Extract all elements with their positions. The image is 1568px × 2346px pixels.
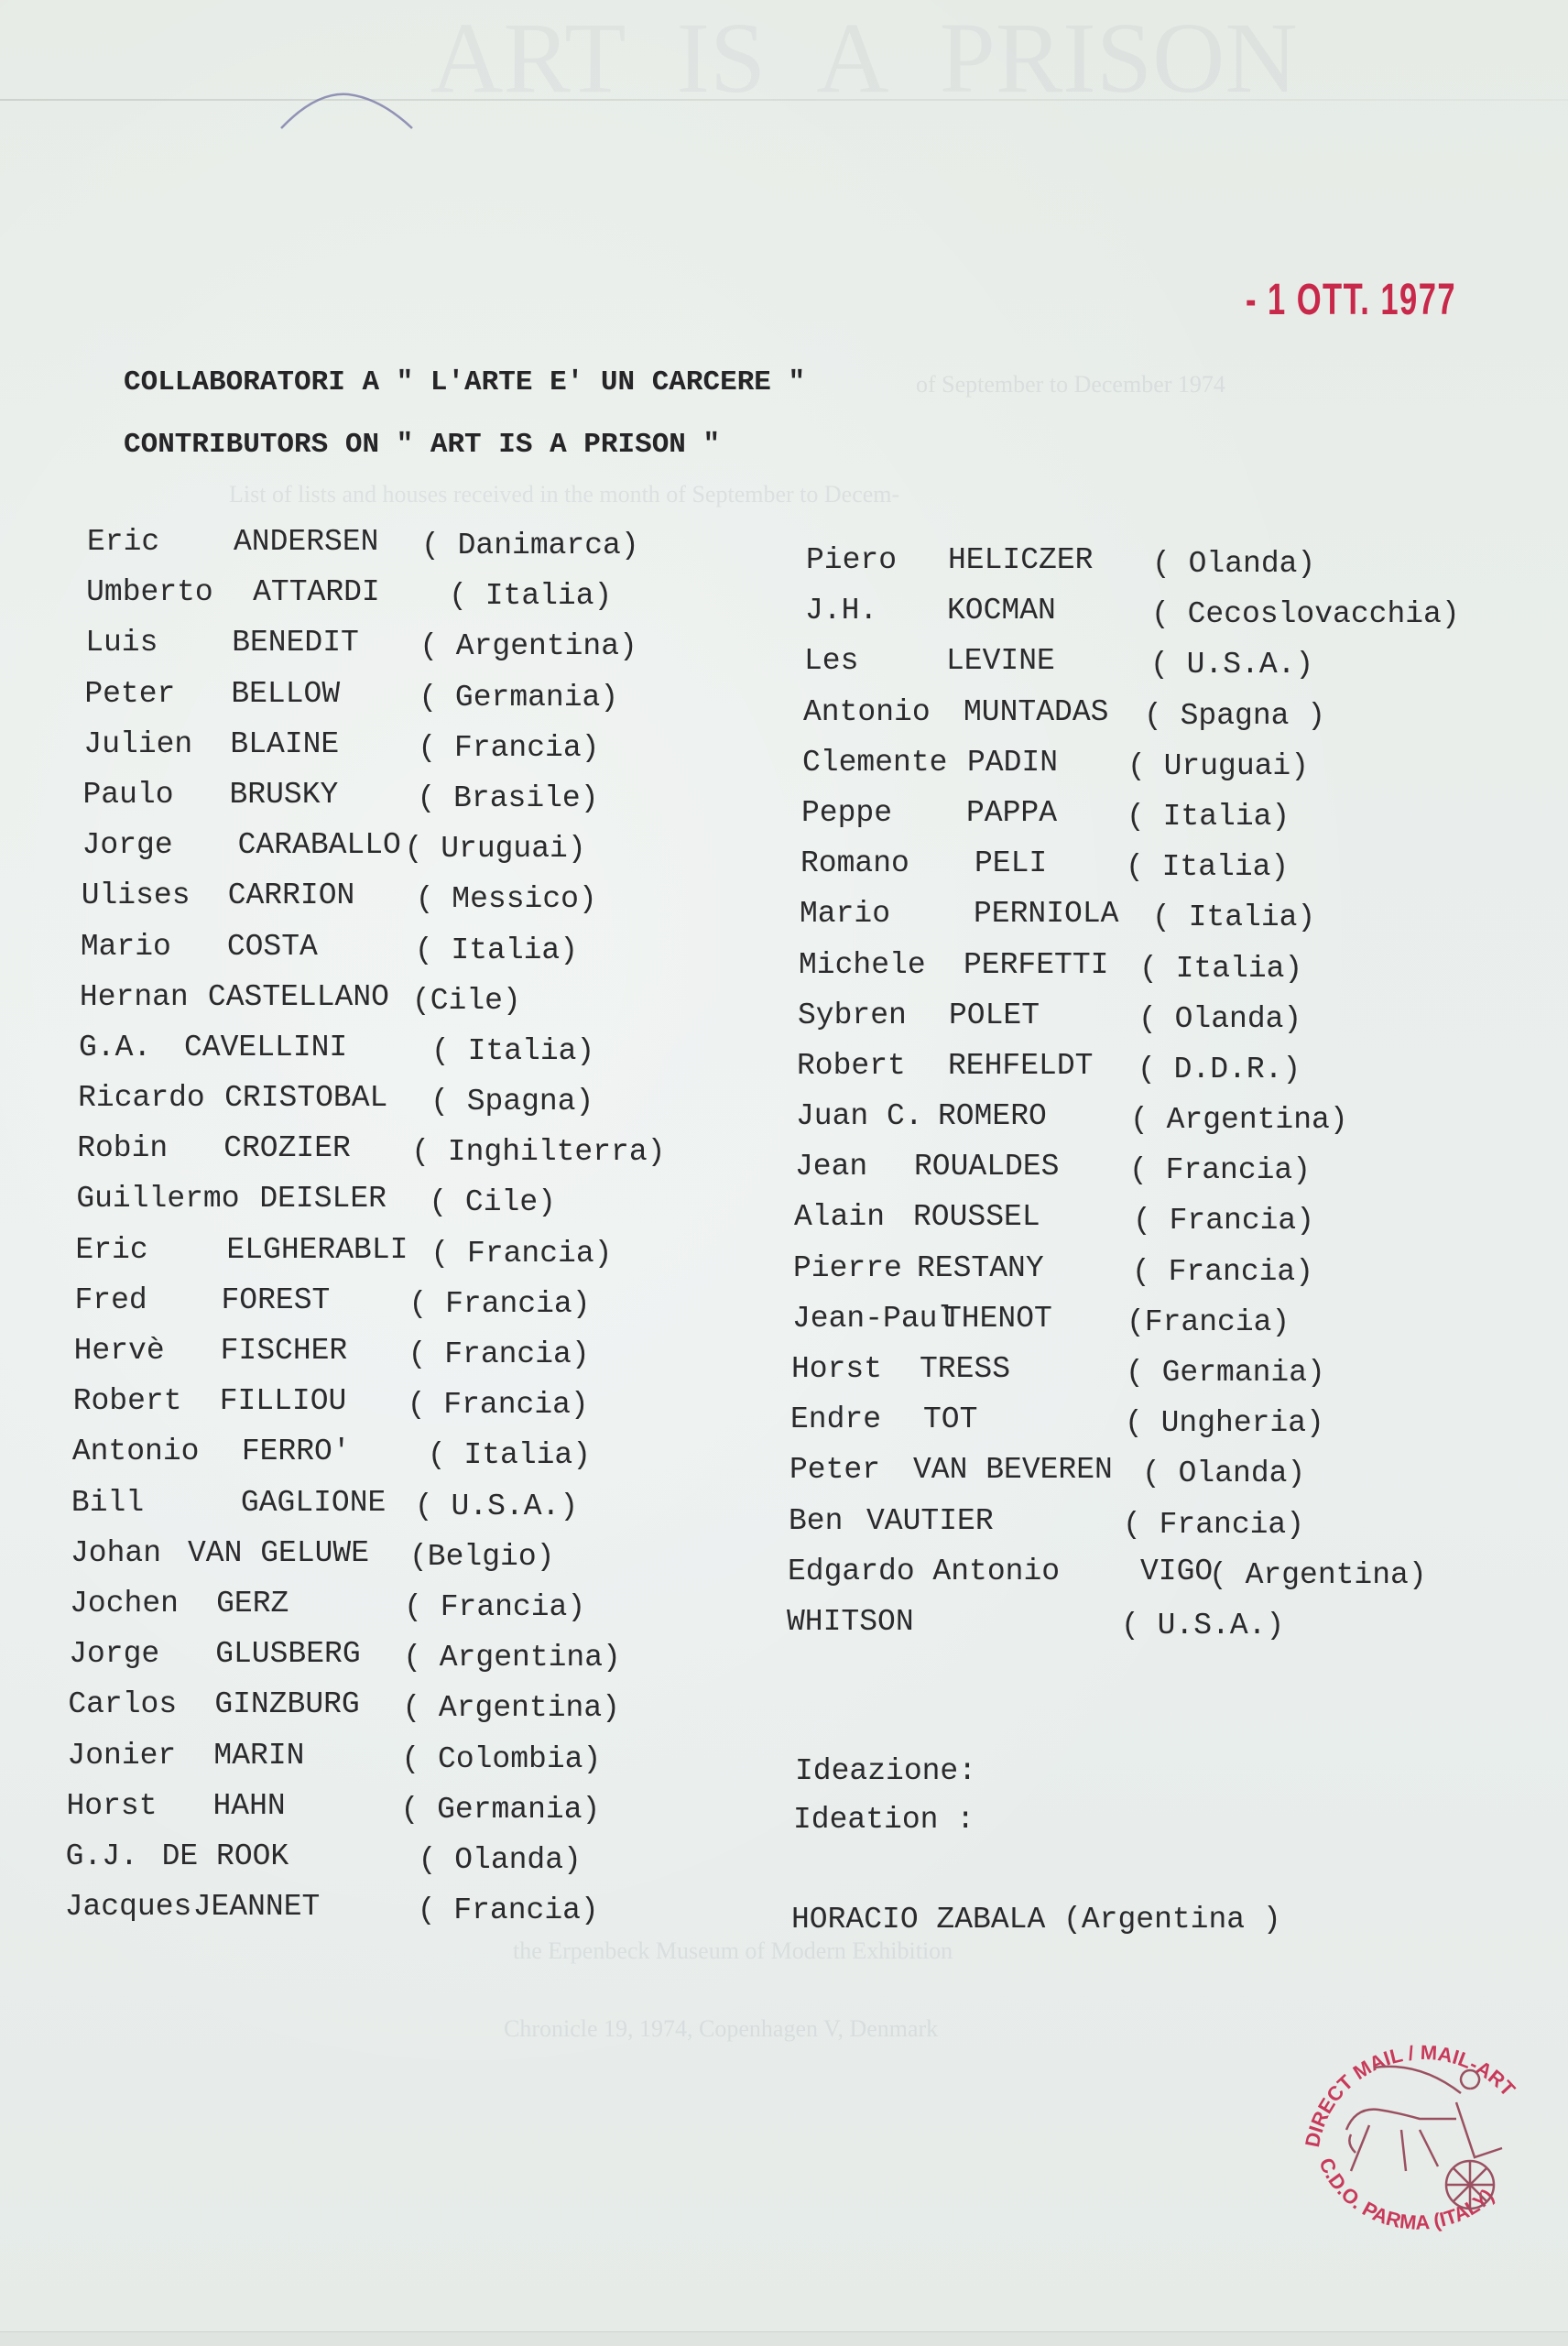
contributor-entry (800, 896, 1316, 946)
contributor-last-name: GAGLIONE (240, 1485, 387, 1520)
contributor-country: ( Olanda) (418, 1842, 582, 1877)
ideator-name: HORACIO ZABALA (Argentina ) (791, 1903, 1281, 1937)
contributor-first-name: Johan (71, 1535, 162, 1570)
contributor-entry (801, 795, 1290, 846)
contributor-first-name: Peter (789, 1453, 881, 1488)
contributor-entry (793, 1250, 1314, 1301)
contributor-first-name: Jochen (70, 1586, 179, 1620)
contributor-country: ( Argentina) (403, 1641, 621, 1675)
contributor-country: ( Uruguai) (404, 832, 586, 867)
contributor-first-name: Ben (789, 1503, 844, 1538)
contributor-first-name: Pierre (793, 1250, 902, 1285)
received-date-stamp: - 1 OTT. 1977 (1246, 276, 1457, 324)
contributor-last-name: JEANNET (192, 1890, 321, 1925)
contributor-country: ( Spagna) (430, 1085, 594, 1119)
contributor-country: ( Olanda) (1138, 1001, 1302, 1036)
contributor-last-name: KOCMAN (947, 594, 1056, 628)
contributor-entry (805, 593, 1460, 643)
contributor-first-name: Fred (74, 1282, 147, 1317)
contributor-country: ( Italia) (1127, 799, 1290, 834)
contributor-entry (795, 1149, 1312, 1199)
contributor-country: ( Francia) (1129, 1153, 1312, 1188)
contributor-first-name: Antonio (71, 1435, 200, 1469)
contributor-country: (Francia) (1127, 1304, 1290, 1339)
contributor-last-name: VAN BEVEREN (913, 1453, 1113, 1488)
chariot-icon (1346, 2067, 1502, 2209)
contributor-entry (77, 1130, 666, 1181)
contributor-last-name: FOREST (221, 1282, 331, 1317)
contributor-last-name: ROUALDES (914, 1150, 1060, 1184)
contributor-first-name: Michele (799, 947, 926, 982)
contributor-country: ( Inghilterra) (411, 1135, 666, 1170)
contributor-country: ( Francia) (430, 1236, 613, 1271)
contributor-country: ( Ungheria) (1125, 1406, 1324, 1441)
contributor-country: ( Italia) (1126, 850, 1290, 885)
contributor-first-name: Robin (77, 1131, 169, 1166)
contributor-entry (789, 1452, 1306, 1502)
contributor-last-name: HAHN (212, 1788, 286, 1823)
contributor-country: ( Francia) (417, 1893, 599, 1928)
contributor-last-name: GLUSBERG (215, 1637, 361, 1672)
contributor-first-name: Mario (800, 897, 891, 932)
contributor-country: ( Italia) (449, 579, 613, 614)
contributor-first-name: G.A. (79, 1030, 152, 1064)
contributor-first-name: Endre (790, 1402, 882, 1437)
contributor-entry (65, 1839, 582, 1889)
contributor-country: ( Italia) (1139, 951, 1303, 986)
contributor-last-name: ROMERO (938, 1099, 1047, 1134)
contributor-first-name: Peppe (801, 795, 893, 830)
contributor-country: ( Germania) (419, 680, 619, 715)
contributor-country: ( Italia) (1152, 900, 1316, 935)
contributor-entry (71, 1535, 555, 1586)
contributor-country: ( Francia) (1123, 1507, 1305, 1542)
contributor-country: ( Olanda) (1152, 547, 1316, 581)
contributor-last-name: CRISTOBAL (224, 1081, 388, 1116)
contributor-entry (789, 1503, 1305, 1554)
contributor-entry (79, 979, 521, 1030)
mail-art-stamp (1282, 2011, 1557, 2267)
contributor-last-name: TOT (923, 1402, 978, 1437)
contributor-country: ( Francia) (408, 1337, 590, 1371)
contributor-first-name: Paulo (82, 777, 174, 812)
contributor-country: ( Italia) (431, 1033, 595, 1068)
contributor-first-name: Les (804, 644, 859, 679)
contributor-country: ( Olanda) (1142, 1457, 1306, 1491)
contributor-first-name: Eric (75, 1232, 148, 1267)
contributor-last-name: FILLIOU (219, 1384, 347, 1419)
contributor-entry (82, 827, 586, 878)
ideation-label-italian: Ideazione: (795, 1754, 977, 1788)
contributor-country: ( U.S.A.) (1150, 648, 1314, 682)
contributor-entry (799, 947, 1303, 998)
contributor-last-name: VIGO (1140, 1554, 1214, 1588)
contributor-first-name: Julien (83, 726, 193, 761)
contributor-first-name: Jonier (67, 1738, 177, 1773)
contributor-first-name: Ulises (81, 878, 191, 913)
contributor-first-name: Alain (794, 1200, 886, 1235)
contributor-entry (796, 1098, 1348, 1149)
contributor-last-name: GINZBURG (214, 1687, 360, 1722)
contributor-last-name: MUNTADAS (964, 694, 1109, 729)
contributor-entry (68, 1686, 620, 1737)
contributor-entry (66, 1788, 601, 1839)
contributor-entry (788, 1554, 1427, 1604)
contributor-last-name: LEVINE (946, 644, 1055, 679)
contributor-last-name: VAN GELUWE (188, 1535, 370, 1570)
contributor-entry (791, 1351, 1325, 1402)
contributor-country: ( U.S.A.) (1121, 1608, 1285, 1642)
contributor-last-name: PERNIOLA (974, 897, 1119, 932)
contributor-first-name: G.J. (65, 1839, 138, 1873)
contributor-entry (67, 1738, 602, 1788)
contributor-entry (797, 1048, 1301, 1098)
contributor-first-name: Sybren (798, 998, 907, 1032)
contributor-country: ( Francia) (1132, 1254, 1314, 1289)
contributor-last-name: RESTANY (917, 1250, 1044, 1285)
contributor-entry (804, 643, 1314, 693)
bleed-through-heading: ART IS A PRISON (430, 2, 1298, 114)
contributor-first-name: Hernan (79, 979, 189, 1014)
contributor-last-name: VAUTIER (866, 1503, 994, 1538)
contributor-last-name: BRUSKY (229, 777, 339, 812)
contributor-country: ( U.S.A.) (414, 1489, 579, 1523)
contributor-country: ( Spagna ) (1144, 698, 1326, 733)
paper-bottom-edge (0, 2331, 1568, 2346)
contributor-last-name: CASTELLANO (207, 979, 389, 1014)
contributor-last-name: BELLOW (231, 676, 341, 711)
bleed-through-text: List of lists and houses received in the month of September to Decem- (229, 481, 900, 507)
contributor-first-name: Robert (72, 1384, 182, 1419)
contributor-first-name: Antonio (803, 694, 931, 729)
contributor-last-name: POLET (949, 998, 1040, 1032)
contributor-first-name: Guillermo (76, 1182, 240, 1217)
contributor-entry (794, 1199, 1315, 1249)
contributor-entry (85, 625, 637, 675)
contributor-country: ( Italia) (414, 933, 579, 967)
contributor-country: ( Germania) (1126, 1356, 1325, 1390)
contributor-country: ( Italia) (427, 1438, 592, 1473)
contributor-last-name: GERZ (216, 1586, 289, 1620)
contributor-country: (Belgio) (409, 1539, 555, 1574)
contributor-country: ( Uruguai) (1127, 748, 1310, 783)
contributor-entry (803, 694, 1326, 745)
contributor-country: ( Francia) (404, 1589, 586, 1624)
contributor-entry (69, 1636, 621, 1686)
contributor-entry (790, 1402, 1324, 1452)
contributor-last-name: CROZIER (223, 1131, 351, 1166)
contributor-entry (73, 1333, 590, 1383)
contributor-first-name: Eric (87, 525, 160, 559)
contributor-entry (74, 1282, 591, 1333)
contributor-country: ( Argentina) (1209, 1557, 1427, 1592)
contributor-last-name: WHITSON (787, 1604, 914, 1639)
contributor-country: ( Francia) (418, 730, 600, 765)
pencil-mark (279, 87, 417, 142)
contributor-entry (798, 998, 1302, 1048)
contributor-last-name: PADIN (967, 745, 1059, 780)
contributor-first-name: Carlos (68, 1687, 178, 1722)
contributor-last-name: CAVELLINI (184, 1030, 348, 1064)
title-italian: COLLABORATORI A " L'ARTE E' UN CARCERE " (124, 366, 806, 398)
bleed-through-text: Chronicle 19, 1974, Copenhagen V, Denmark (504, 2015, 939, 2042)
contributor-entry (82, 777, 599, 827)
contributor-entry (80, 929, 579, 979)
contributor-last-name: ATTARDI (253, 575, 380, 610)
contributor-first-name: Hervè (73, 1334, 165, 1368)
contributor-entry (81, 878, 597, 928)
contributor-entry (64, 1889, 599, 1939)
contributor-country: ( Messico) (415, 882, 597, 917)
contributor-last-name: HELICZER (948, 543, 1094, 577)
contributor-country: ( Argentina) (402, 1691, 620, 1726)
stamp-top-text: DIRECT MAIL / MAIL-ART (1301, 2040, 1520, 2150)
contributor-country: ( Argentina) (1130, 1103, 1348, 1138)
contributor-first-name: Luis (85, 626, 158, 660)
contributor-first-name: Horst (791, 1352, 883, 1386)
contributor-country: (Cile) (411, 983, 521, 1018)
contributor-entry (78, 1080, 594, 1130)
stamp-bottom-text: C.D.O. PARMA (ITALY) (1314, 2154, 1498, 2234)
contributor-last-name: PELI (975, 846, 1048, 881)
contributor-entry (792, 1301, 1290, 1351)
contributor-last-name: TRESS (920, 1352, 1011, 1386)
contributor-first-name: Horst (66, 1788, 158, 1823)
contributor-country: ( Francia) (1133, 1204, 1315, 1238)
contributor-first-name: Bill (71, 1485, 145, 1520)
contributor-last-name: ROUSSEL (913, 1200, 1040, 1235)
contributor-country: ( Colombia) (401, 1741, 602, 1776)
bleed-through-text: of September to December 1974 (916, 371, 1225, 398)
contributor-country: ( Francia) (408, 1286, 591, 1321)
contributor-entry (72, 1383, 589, 1434)
contributor-last-name: PAPPA (966, 795, 1058, 830)
contributor-country: ( Germania) (400, 1792, 601, 1827)
contributor-last-name: DE ROOK (161, 1839, 289, 1873)
contributor-last-name: COSTA (226, 929, 318, 964)
contributor-entry (75, 1232, 613, 1282)
contributor-first-name: Peter (84, 676, 176, 711)
contributor-country: ( Brasile) (417, 780, 599, 815)
contributor-last-name: FISCHER (220, 1334, 348, 1368)
contributor-entry (76, 1181, 556, 1231)
contributor-last-name: THENOT (943, 1301, 1052, 1336)
contributor-first-name: Clemente (802, 745, 948, 780)
contributor-last-name: CARABALLO (237, 828, 401, 863)
contributor-country: ( Cecoslovacchia) (1151, 597, 1460, 632)
contributor-last-name: REHFELDT (948, 1048, 1094, 1083)
contributor-first-name: Jean-Paul (792, 1301, 956, 1336)
contributor-first-name: Jean (795, 1150, 868, 1184)
contributor-last-name: ANDERSEN (234, 525, 379, 559)
contributor-first-name: Juan C. (796, 1099, 923, 1134)
contributor-first-name: Jorge (82, 828, 173, 863)
contributor-last-name: PERFETTI (964, 947, 1109, 982)
contributor-country: ( Danimarca) (421, 529, 639, 562)
contributor-entry (800, 846, 1290, 896)
contributor-country: ( Francia) (407, 1388, 589, 1423)
contributor-first-name: Robert (797, 1048, 906, 1083)
contributor-first-name: Mario (80, 929, 171, 964)
contributor-country: ( Cile) (429, 1185, 556, 1220)
contributor-first-name: Jacques (64, 1890, 192, 1925)
contributor-first-name: Edgardo Antonio (788, 1554, 1061, 1588)
contributor-first-name: Jorge (69, 1637, 160, 1672)
contributor-last-name: CARRION (227, 878, 355, 913)
contributor-country: ( D.D.R.) (1138, 1052, 1301, 1086)
title-english: CONTRIBUTORS ON " ART IS A PRISON " (124, 429, 721, 461)
contributor-last-name: DEISLER (259, 1182, 387, 1217)
contributor-entry (71, 1434, 592, 1484)
contributor-last-name: FERRO' (241, 1435, 351, 1469)
contributor-entry (787, 1604, 1285, 1654)
contributor-entry (86, 574, 613, 625)
contributor-country: ( Argentina) (419, 629, 637, 664)
contributor-last-name: ELGHERABLI (226, 1232, 408, 1267)
contributor-entry (83, 726, 600, 777)
contributor-last-name: BENEDIT (232, 626, 359, 660)
contributor-first-name: J.H. (805, 594, 878, 628)
contributor-entry (79, 1030, 595, 1080)
contributor-entry (802, 745, 1310, 795)
contributor-first-name: Umberto (86, 575, 213, 610)
contributor-entry (84, 676, 619, 726)
ideation-label-english: Ideation : (793, 1803, 975, 1837)
contributor-first-name: Piero (806, 543, 898, 577)
contributor-last-name: MARIN (213, 1738, 305, 1773)
paper-fold-edge (0, 99, 1568, 101)
contributor-first-name: Ricardo (78, 1081, 205, 1116)
contributor-last-name: BLAINE (230, 726, 340, 761)
bleed-through-text: the Erpenbeck Museum of Modern Exhibition (513, 1937, 953, 1964)
contributor-entry (70, 1586, 586, 1636)
contributor-entry (71, 1485, 579, 1535)
contributor-first-name: Romano (800, 846, 909, 881)
